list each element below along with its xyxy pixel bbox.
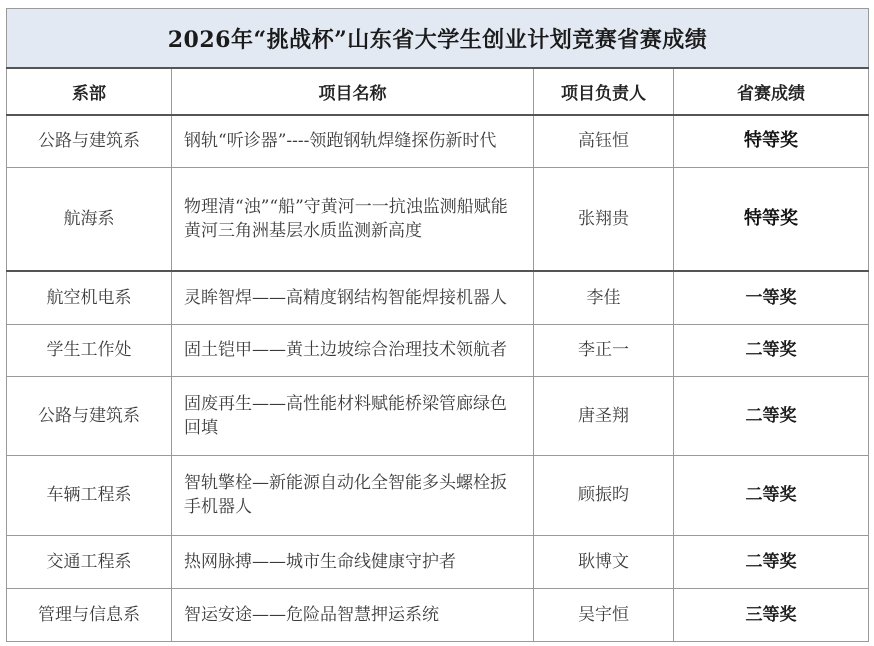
title-row: [7, 9, 869, 69]
project-name-cell: 智运安途——危险品智慧押运系统: [172, 588, 534, 641]
project-name-cell: 物理清“浊”“船”守黄河一一抗浊监测船赋能黄河三角洲基层水质监测新高度: [172, 167, 534, 271]
leader-cell: 吴宇恒: [534, 588, 674, 641]
project-name-cell: 热网脉搏——城市生命线健康守护者: [172, 535, 534, 588]
header-leader: 项目负责人: [534, 68, 674, 115]
header-row: [7, 68, 869, 115]
result-cell: 二等奖: [674, 535, 869, 588]
table-row: [7, 167, 869, 271]
department-cell: 公路与建筑系: [7, 376, 172, 455]
table-row: [7, 588, 869, 641]
project-name-cell: 智轨擎栓—新能源自动化全智能多头螺栓扳手机器人: [172, 455, 534, 535]
header-department: 系部: [7, 68, 172, 115]
project-name-cell: 钢轨“听诊器”----领跑钢轨焊缝探伤新时代: [172, 115, 534, 167]
project-name-cell: 固废再生——高性能材料赋能桥梁管廊绿色回填: [172, 376, 534, 455]
result-cell: 特等奖: [674, 115, 869, 167]
leader-cell: 顾振昀: [534, 455, 674, 535]
result-cell: 特等奖: [674, 167, 869, 271]
table-row: [7, 535, 869, 588]
result-cell: 二等奖: [674, 376, 869, 455]
department-cell: 车辆工程系: [7, 455, 172, 535]
project-name-cell: 固土铠甲——黄土边坡综合治理技术领航者: [172, 324, 534, 376]
leader-cell: 李正一: [534, 324, 674, 376]
department-cell: 管理与信息系: [7, 588, 172, 641]
result-cell: 二等奖: [674, 324, 869, 376]
leader-cell: 耿博文: [534, 535, 674, 588]
leader-cell: 李佳: [534, 271, 674, 324]
project-name-cell: 灵眸智焊——高精度钢结构智能焊接机器人: [172, 271, 534, 324]
table-row: [7, 455, 869, 535]
header-project-name: 项目名称: [172, 68, 534, 115]
result-cell: 二等奖: [674, 455, 869, 535]
table-row: [7, 271, 869, 324]
header-result: 省赛成绩: [674, 68, 869, 115]
table-row: [7, 324, 869, 376]
result-cell: 一等奖: [674, 271, 869, 324]
table-row: [7, 115, 869, 167]
department-cell: 公路与建筑系: [7, 115, 172, 167]
table-row: [7, 376, 869, 455]
department-cell: 航海系: [7, 167, 172, 271]
department-cell: 学生工作处: [7, 324, 172, 376]
result-cell: 三等奖: [674, 588, 869, 641]
table-title: 2026年“挑战杯”山东省大学生创业计划竞赛省赛成绩: [7, 9, 869, 69]
department-cell: 交通工程系: [7, 535, 172, 588]
department-cell: 航空机电系: [7, 271, 172, 324]
leader-cell: 高钰恒: [534, 115, 674, 167]
leader-cell: 唐圣翔: [534, 376, 674, 455]
results-table: [6, 8, 869, 642]
leader-cell: 张翔贵: [534, 167, 674, 271]
